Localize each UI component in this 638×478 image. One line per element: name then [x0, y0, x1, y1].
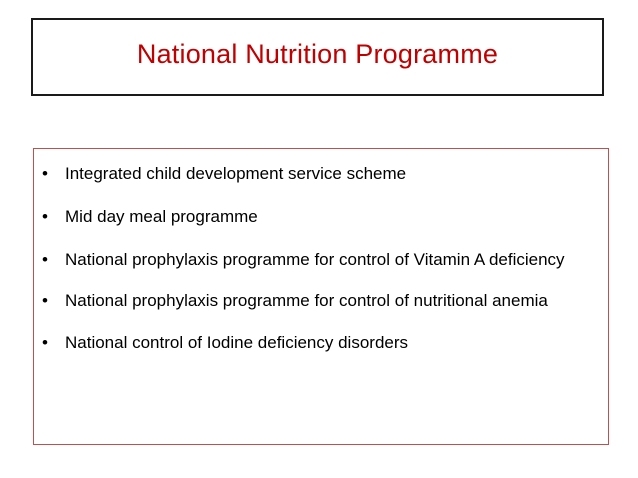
bullet-text: Mid day meal programme	[65, 207, 258, 226]
bullet-text: National control of Iodine deficiency disorders	[65, 333, 409, 352]
content-box	[33, 148, 609, 445]
bullet-text: Integrated child development service scheme	[65, 164, 407, 183]
bullet-marker: •	[42, 333, 48, 352]
bullet-list	[42, 163, 598, 353]
bullet-marker: •	[42, 207, 48, 226]
list-item	[42, 332, 598, 353]
title-box	[31, 18, 604, 96]
list-item	[42, 239, 598, 280]
bullet-text: National prophylaxis programme for control of Vitamin A deficiency	[65, 250, 565, 269]
list-item	[42, 206, 598, 227]
bullet-marker: •	[42, 250, 48, 269]
list-item	[42, 280, 598, 321]
bullet-text: National prophylaxis programme for control of nutritional anemia	[65, 291, 548, 310]
list-item	[42, 163, 598, 184]
bullet-marker: •	[42, 291, 48, 310]
slide-title: National Nutrition Programme	[136, 38, 499, 69]
bullet-marker: •	[42, 164, 48, 183]
